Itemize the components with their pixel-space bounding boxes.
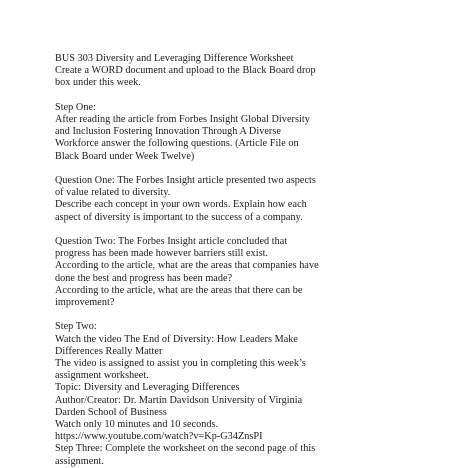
topic-line: Topic: Diversity and Leveraging Differences <box>55 382 240 394</box>
text-line: assignment. <box>55 455 104 467</box>
document-title: BUS 303 Diversity and Leveraging Difference Worksheet <box>55 53 294 64</box>
step-three-heading: Step Three: Complete the worksheet on the second page of this <box>55 443 316 455</box>
text-line: of value related to diversity. <box>55 187 171 199</box>
document-body <box>55 53 435 468</box>
text-line: improvement? <box>55 297 115 309</box>
paragraph-question-one <box>55 175 435 224</box>
text-line: After reading the article from Forbes Insight Global Diversity <box>55 114 310 125</box>
text-line: Workforce answer the following questions. (Article File on <box>55 138 299 150</box>
text-line: Create a WORD document and upload to the Black Board drop <box>55 65 316 77</box>
paragraph-step-one <box>55 102 435 163</box>
paragraph-header <box>55 53 435 90</box>
question-one-heading: Question One: The Forbes Insight article presented two aspects <box>55 175 316 186</box>
step-two-heading: Step Two: <box>55 321 97 333</box>
step-one-heading: Step One: <box>55 101 96 113</box>
text-line: Watch the video The End of Diversity: How Leaders Make <box>55 333 299 345</box>
text-line: According to the article, what are the areas that there can be <box>55 284 303 296</box>
author-line: Author/Creator: Dr. Martin Davidson University of Virginia <box>55 394 303 406</box>
text-line: Watch only 10 minutes and 10 seconds. <box>55 419 219 431</box>
video-url: https://www.youtube.com/watch?v=Kp-G34ZnsPI <box>55 431 263 443</box>
text-line: The video is assigned to assist you in completing this week’s <box>55 358 306 370</box>
text-line: Darden School of Business <box>55 406 167 418</box>
text-line: Describe each concept in your own words. Explain how each <box>55 199 307 211</box>
text-line: According to the article, what are the areas that companies have <box>55 260 319 272</box>
text-line: progress has been made however barriers still exist. <box>55 248 269 260</box>
text-line: aspect of diversity is important to the success of a company. <box>55 211 303 223</box>
text-line: and Inclusion Fostering Innovation Through A Diverse <box>55 126 281 138</box>
question-two-heading: Question Two: The Forbes Insight article concluded that <box>55 236 288 247</box>
text-line: Black Board under Week Twelve) <box>55 150 195 162</box>
paragraph-step-two <box>55 321 435 467</box>
text-line: Differences Really Matter <box>55 345 163 357</box>
text-line: done the best and progress has been made? <box>55 272 233 284</box>
paragraph-question-two <box>55 236 435 309</box>
text-line: assignment worksheet. <box>55 370 149 382</box>
text-line: box under this week. <box>55 77 141 89</box>
